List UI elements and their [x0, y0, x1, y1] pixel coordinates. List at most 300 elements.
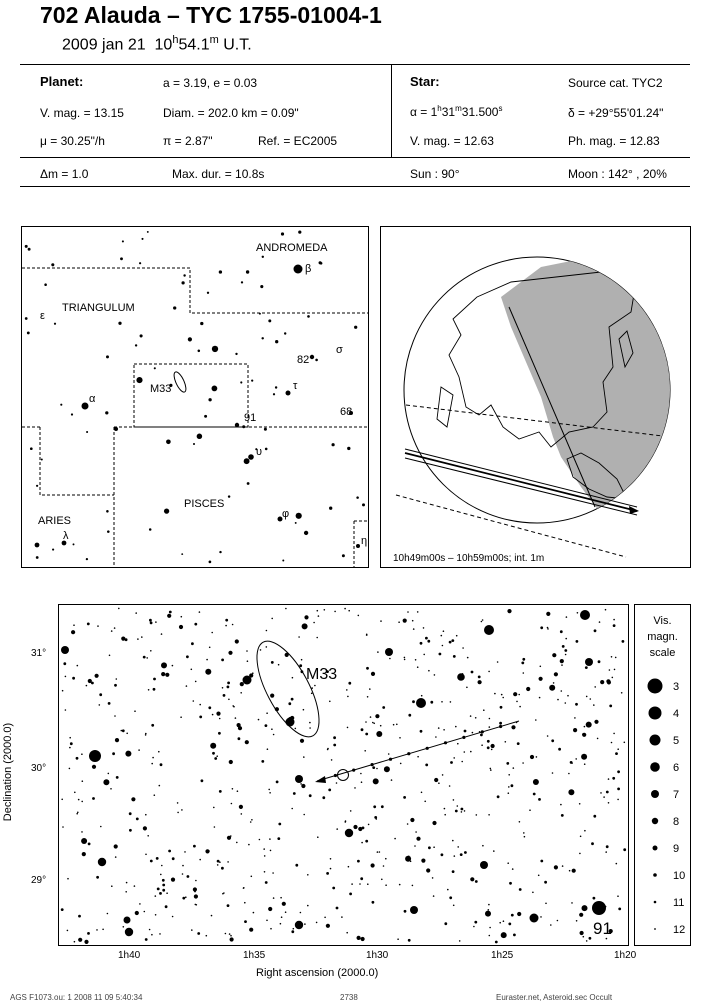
target-star-marker — [338, 770, 349, 781]
scale-dot-mag-5 — [650, 735, 661, 746]
detail-star — [538, 798, 541, 801]
detail-star — [421, 695, 423, 697]
finder-star — [41, 459, 43, 461]
detail-star — [353, 825, 357, 829]
detail-star — [481, 744, 483, 746]
detail-star — [464, 730, 467, 733]
detail-star — [155, 914, 157, 916]
ytick-30: 30° — [31, 763, 47, 774]
detail-star — [557, 699, 559, 701]
detail-star — [196, 904, 198, 906]
detail-star — [165, 905, 168, 908]
detail-star — [511, 725, 515, 729]
xtick-1h25: 1h25 — [491, 950, 514, 961]
detail-star — [285, 911, 287, 913]
planet-vmag: V. mag. = 13.15 — [40, 106, 124, 120]
planet-reference: Ref. = EC2005 — [258, 134, 338, 148]
detail-star — [508, 923, 511, 926]
detail-star — [488, 671, 490, 673]
detail-star — [153, 688, 156, 691]
detail-star — [389, 658, 391, 660]
detail-star — [608, 778, 610, 780]
detail-star — [280, 923, 282, 925]
detail-star — [221, 867, 224, 870]
detail-star — [489, 718, 491, 720]
finder-star — [181, 281, 184, 284]
finder-star — [36, 485, 38, 487]
detail-bright-star — [385, 648, 393, 656]
detail-star — [313, 622, 315, 624]
detail-star — [348, 866, 350, 868]
detail-star — [457, 805, 459, 807]
detail-star — [612, 677, 614, 679]
detail-star — [582, 733, 585, 736]
finder-bright-star — [356, 544, 360, 548]
detail-star — [546, 612, 550, 616]
detail-star — [622, 640, 625, 643]
detail-star — [191, 642, 194, 645]
detail-star — [423, 627, 425, 629]
detail-star — [491, 744, 495, 748]
detail-star — [84, 940, 88, 944]
detail-star — [81, 838, 87, 844]
detail-star — [518, 694, 520, 696]
detail-star — [571, 762, 573, 764]
detail-star — [449, 641, 452, 644]
detail-star — [385, 858, 387, 860]
detail-star — [432, 877, 434, 879]
detail-star — [611, 742, 613, 744]
detail-star — [508, 774, 510, 776]
detail-star — [565, 638, 567, 640]
detail-star — [276, 781, 279, 784]
detail-star — [230, 935, 232, 937]
detail-star — [554, 865, 558, 869]
detail-star — [513, 767, 515, 769]
detail-star — [482, 845, 484, 847]
detail-star — [116, 678, 118, 680]
finder-star — [197, 434, 203, 440]
detail-star — [137, 638, 139, 640]
star-91-chart-label: 91 — [593, 919, 612, 938]
detail-star — [266, 630, 268, 632]
detail-star — [432, 821, 436, 825]
detail-star — [227, 836, 231, 840]
sigma-label: σ — [336, 344, 343, 356]
detail-star — [238, 726, 242, 730]
detail-star — [533, 779, 539, 785]
detail-star — [453, 799, 455, 801]
detail-star — [369, 688, 371, 690]
detail-star — [377, 851, 379, 853]
detail-star — [316, 922, 318, 924]
detail-star — [141, 636, 143, 638]
finder-star — [275, 386, 277, 388]
detail-star — [272, 872, 274, 874]
detail-star — [361, 937, 365, 941]
detail-star — [376, 818, 378, 820]
detail-star — [417, 666, 419, 668]
detail-star — [195, 681, 197, 683]
detail-star — [460, 853, 463, 856]
finder-chart-svg — [22, 227, 368, 567]
detail-star — [490, 769, 492, 771]
detail-star — [317, 836, 319, 838]
finder-star — [173, 306, 176, 309]
event-hour: 10 — [154, 36, 173, 54]
finder-star — [260, 285, 263, 288]
detail-star — [561, 690, 563, 692]
detail-star — [82, 780, 84, 782]
path-time-tick — [389, 758, 392, 761]
detail-star — [270, 928, 272, 930]
finder-star — [261, 337, 263, 339]
detail-star — [309, 727, 311, 729]
detail-star — [328, 789, 331, 792]
detail-star — [248, 844, 250, 846]
detail-star — [114, 844, 118, 848]
detail-star — [116, 776, 119, 779]
detail-bright-star — [416, 698, 426, 708]
detail-star — [545, 903, 547, 905]
detail-star — [302, 623, 308, 629]
ra-hours: α = 1 — [410, 105, 438, 119]
detail-star — [205, 669, 211, 675]
detail-star — [157, 888, 160, 891]
detail-star — [584, 830, 586, 832]
detail-star — [309, 722, 311, 724]
delta-mag: Δm = 1.0 — [40, 167, 89, 181]
detail-star — [408, 939, 411, 942]
eta-label: η — [361, 535, 368, 547]
detail-star — [464, 810, 466, 812]
sun-elongation: Sun : 90° — [410, 167, 460, 181]
path-time-tick — [462, 736, 465, 739]
detail-star — [273, 897, 275, 899]
detail-star — [346, 689, 348, 691]
detail-star — [177, 812, 179, 814]
detail-star — [232, 624, 234, 626]
detail-star — [615, 657, 617, 659]
tau-label: τ — [293, 380, 298, 392]
detail-star — [232, 705, 234, 707]
detail-star — [160, 763, 163, 766]
detail-star — [333, 744, 336, 747]
detail-star — [449, 785, 451, 787]
star-right-ascension — [410, 104, 502, 119]
detail-star — [549, 685, 555, 691]
detail-star — [365, 733, 368, 736]
earth-globe-panel — [380, 226, 691, 568]
detail-star — [61, 799, 63, 801]
finder-bright-star — [114, 427, 118, 431]
finder-star — [139, 262, 141, 264]
finder-bright-star — [286, 391, 291, 396]
detail-star — [81, 831, 83, 833]
ra-minutes: 31 — [441, 105, 456, 119]
finder-star — [259, 313, 261, 315]
detail-star-field — [61, 608, 626, 944]
detail-star — [611, 656, 613, 658]
detail-star — [298, 636, 300, 638]
detail-star — [553, 682, 555, 684]
detail-star — [506, 762, 509, 765]
detail-chart-svg — [59, 605, 628, 945]
detail-star — [613, 619, 615, 621]
detail-star — [216, 712, 220, 716]
detail-star — [529, 809, 531, 811]
detail-star — [435, 736, 437, 738]
detail-star — [567, 695, 569, 697]
detail-star — [322, 796, 325, 799]
detail-star — [612, 777, 615, 780]
detail-star — [593, 704, 595, 706]
detail-star — [318, 615, 320, 617]
detail-star — [199, 716, 202, 719]
detail-star — [519, 706, 521, 708]
finder-star — [284, 332, 286, 334]
detail-star — [212, 714, 214, 716]
detail-star — [371, 672, 375, 676]
detail-star — [433, 846, 435, 848]
detail-star — [115, 856, 117, 858]
detail-star — [309, 794, 312, 797]
detail-star-chart — [58, 604, 629, 946]
detail-star — [370, 716, 372, 718]
scale-title-line3: scale — [649, 647, 676, 659]
finder-star — [212, 346, 218, 352]
detail-bright-star — [286, 718, 295, 727]
scale-dot-mag-8 — [652, 818, 658, 824]
detail-star — [490, 768, 492, 770]
detail-star — [416, 837, 420, 841]
detail-star — [466, 687, 468, 689]
detail-star — [100, 826, 102, 828]
finder-star — [262, 256, 264, 258]
detail-star — [442, 645, 444, 647]
finder-star — [136, 377, 142, 383]
detail-star — [151, 763, 153, 765]
detail-star — [452, 870, 455, 873]
m33-label: M33 — [150, 383, 172, 395]
detail-star — [73, 624, 75, 626]
detail-star — [136, 818, 139, 821]
detail-star — [562, 865, 564, 867]
detail-star — [177, 802, 179, 804]
detail-star — [367, 696, 369, 698]
detail-star — [624, 742, 626, 744]
detail-star — [249, 928, 253, 932]
finder-star — [244, 458, 250, 464]
detail-star — [464, 851, 467, 854]
finder-bright-star — [310, 355, 314, 359]
detail-star — [430, 701, 433, 704]
detail-star — [407, 611, 409, 613]
detail-star — [357, 936, 361, 940]
detail-star — [516, 701, 518, 703]
detail-star — [581, 754, 587, 760]
finder-star — [105, 411, 108, 414]
detail-star — [441, 635, 443, 637]
finder-star — [332, 443, 335, 446]
detail-star — [426, 868, 430, 872]
detail-star — [376, 768, 378, 770]
detail-star — [260, 649, 262, 651]
detail-star — [617, 799, 619, 801]
detail-star — [307, 905, 309, 907]
detail-star — [264, 855, 266, 857]
detail-star — [225, 933, 227, 935]
detail-star — [169, 611, 172, 614]
detail-star — [485, 911, 491, 917]
detail-star — [453, 905, 455, 907]
detail-star — [517, 742, 520, 745]
scale-svg — [635, 605, 690, 945]
detail-star — [377, 651, 379, 653]
detail-star — [388, 753, 390, 755]
detail-star — [181, 809, 183, 811]
detail-star — [151, 934, 153, 936]
detail-star — [535, 719, 537, 721]
detail-star — [540, 860, 543, 863]
detail-star — [280, 897, 282, 899]
detail-star — [181, 616, 183, 618]
detail-star — [225, 625, 227, 627]
finder-bright-star — [35, 543, 40, 548]
pisces-label: PISCES — [184, 498, 225, 510]
star-declination: δ = +29°55'01.24" — [568, 106, 664, 120]
detail-star — [434, 778, 438, 782]
scale-rows — [648, 679, 686, 937]
detail-star — [70, 742, 73, 745]
detail-star — [507, 609, 511, 613]
detail-star — [497, 795, 500, 798]
detail-star — [258, 719, 260, 721]
detail-star — [143, 656, 146, 659]
detail-star — [103, 779, 109, 785]
detail-star — [594, 686, 596, 688]
finder-star — [296, 513, 302, 519]
detail-star — [330, 868, 332, 870]
detail-star — [579, 913, 583, 917]
detail-star — [206, 935, 208, 937]
detail-star — [470, 877, 474, 881]
detail-star — [547, 735, 549, 737]
detail-star — [261, 760, 264, 763]
detail-star — [299, 664, 302, 667]
finder-star — [106, 355, 109, 358]
detail-star — [301, 659, 303, 661]
detail-star — [232, 788, 234, 790]
detail-star — [597, 738, 599, 740]
detail-star — [292, 677, 294, 679]
detail-star — [269, 838, 271, 840]
finder-star — [209, 561, 212, 564]
detail-star — [361, 728, 364, 731]
finder-bright-star — [235, 423, 239, 427]
detail-star — [583, 936, 585, 938]
finder-star — [212, 386, 218, 392]
detail-star — [69, 747, 71, 749]
detail-star — [78, 938, 82, 942]
detail-star — [522, 762, 524, 764]
detail-star — [584, 763, 586, 765]
detail-star — [77, 812, 79, 814]
detail-star — [125, 638, 128, 641]
detail-star — [206, 659, 208, 661]
detail-star — [564, 649, 567, 652]
ytick-29: 29° — [31, 875, 47, 886]
ra-seconds-unit: s — [498, 104, 503, 113]
detail-star — [488, 909, 490, 911]
detail-star — [488, 814, 490, 816]
epsilon-label: ε — [40, 310, 45, 322]
detail-star — [172, 857, 175, 860]
detail-bright-star — [98, 858, 106, 866]
detail-star — [572, 869, 576, 873]
detail-star — [452, 840, 454, 842]
detail-star — [497, 661, 499, 663]
detail-star — [303, 709, 305, 711]
detail-star — [185, 896, 187, 898]
finder-star — [25, 245, 28, 248]
detail-star — [126, 882, 128, 884]
detail-star — [443, 630, 445, 632]
detail-star — [521, 662, 524, 665]
detail-star — [489, 927, 491, 929]
path-time-tick — [499, 725, 502, 728]
detail-star — [540, 916, 542, 918]
table-bottom-rule — [20, 186, 690, 187]
detail-star — [450, 701, 452, 703]
detail-star — [441, 701, 443, 703]
detail-star — [160, 874, 162, 876]
detail-star — [154, 794, 156, 796]
detail-star — [201, 779, 204, 782]
detail-star — [441, 853, 444, 856]
detail-star — [613, 733, 615, 735]
detail-star — [579, 803, 581, 805]
detail-star — [88, 679, 92, 683]
detail-star — [509, 882, 512, 885]
detail-star — [270, 694, 274, 698]
detail-star — [404, 657, 406, 659]
detail-star — [69, 768, 71, 770]
scale-label-mag-5: 5 — [673, 735, 680, 747]
finder-star — [241, 281, 243, 283]
detail-star — [522, 658, 525, 661]
detail-star — [576, 920, 578, 922]
triangulum-label: TRIANGULUM — [62, 302, 135, 314]
detail-star — [134, 710, 136, 712]
detail-star — [349, 893, 352, 896]
detail-star — [72, 677, 75, 680]
detail-star — [526, 687, 530, 691]
detail-star — [603, 796, 605, 798]
m33-galaxy-outline — [172, 370, 189, 393]
detail-star — [194, 891, 196, 893]
detail-star — [444, 808, 446, 810]
finder-star — [107, 530, 110, 533]
detail-star — [455, 810, 458, 813]
detail-star — [78, 799, 80, 801]
detail-star — [368, 824, 370, 826]
detail-star — [86, 685, 88, 687]
earth-globe-svg — [381, 227, 690, 567]
detail-star — [533, 793, 536, 796]
detail-star — [364, 750, 366, 752]
ra-seconds: 31.500 — [461, 105, 499, 119]
